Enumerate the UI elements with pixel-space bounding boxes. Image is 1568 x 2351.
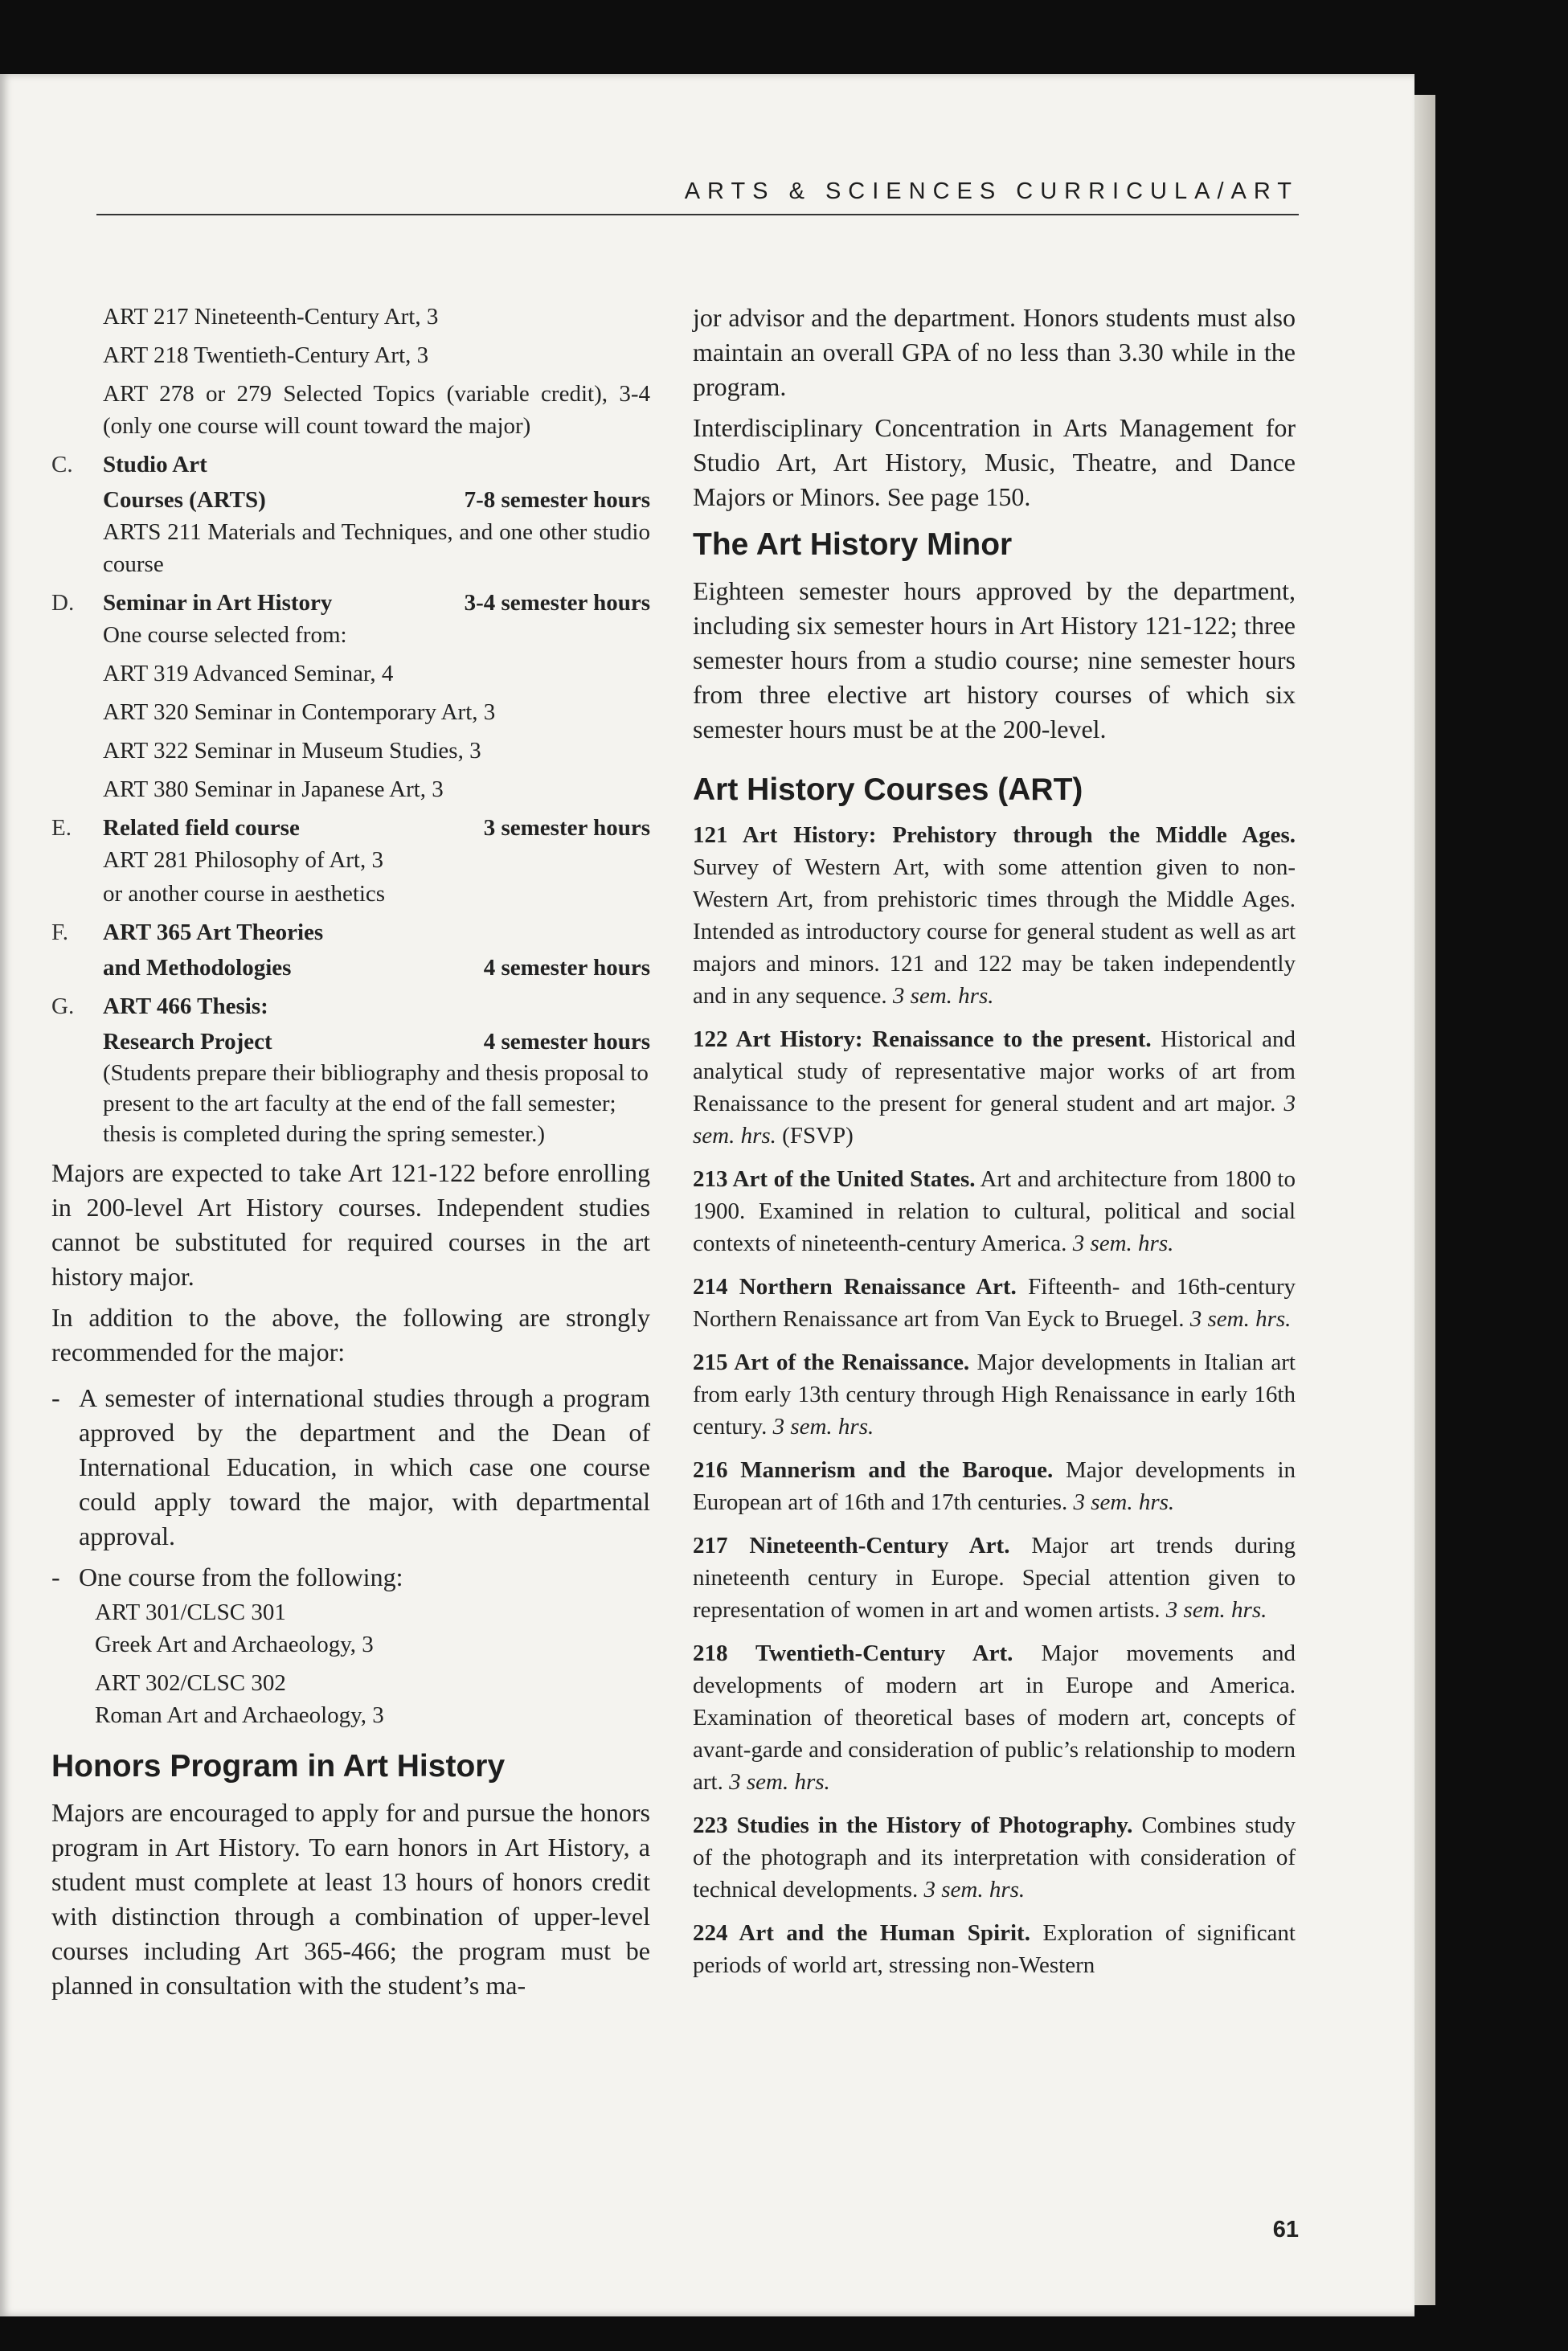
course-line: ART 322 Seminar in Museum Studies, 3 bbox=[103, 738, 481, 764]
course-title: 217 Nineteenth-Century Art. bbox=[693, 1533, 1010, 1558]
course-title: 121 Art History: Prehistory through the Middle Ages. bbox=[693, 822, 1296, 848]
bullet-text: A semester of international studies through a program approved by the department and the Dean of International Education, in which case one course could apply toward the major, with departmental approval. bbox=[79, 1383, 650, 1550]
course-credit: 3 sem. hrs. bbox=[1073, 1489, 1175, 1515]
section-letter: C. bbox=[51, 452, 73, 477]
course-credit: 3 sem. hrs. bbox=[772, 1414, 874, 1440]
interdisciplinary-text: Interdisciplinary Concentration in Arts Management for Studio Art, Art History, Music, Theatre, and Dance Majors or Minors. See page 150. bbox=[693, 413, 1296, 511]
recommend-intro: In addition to the above, the following are strongly recommended for the major: bbox=[51, 1303, 650, 1366]
course-description: Survey of Western Art, with some attention given to non-Western Art, from prehistoric times through the Middle Ages. Intended as introductory course for general student as well as art majors and minors. 121 and 122 may be taken independently and in any sequence. bbox=[693, 854, 1296, 1009]
course-title: 218 Twentieth-Century Art. bbox=[693, 1640, 1013, 1666]
section-letter: D. bbox=[51, 590, 75, 616]
section-body: ARTS 211 Materials and Techniques, and one other studio course bbox=[103, 519, 650, 577]
course-line: ART 380 Seminar in Japanese Art, 3 bbox=[103, 776, 444, 802]
course-description: Art and architecture from 1800 to 1900. Examined in relation to cultural, political and social contexts of nineteenth-century America. bbox=[693, 1166, 1296, 1256]
course-line: ART 301/CLSC 301 bbox=[95, 1599, 286, 1625]
section-hours: 3 semester hours bbox=[483, 815, 650, 841]
course-line: ART 302/CLSC 302 bbox=[95, 1670, 286, 1696]
course-credit: 3 sem. hrs. bbox=[1165, 1597, 1267, 1623]
course-title: 213 Art of the United States. bbox=[693, 1166, 976, 1192]
right-column bbox=[693, 301, 1296, 1993]
course-entry bbox=[693, 1809, 1296, 1906]
course-credit: 3 sem. hrs. bbox=[923, 1877, 1026, 1903]
course-line: Roman Art and Archaeology, 3 bbox=[95, 1702, 384, 1728]
section-title: Studio Art bbox=[103, 452, 207, 477]
section-title: and Methodologies bbox=[103, 955, 292, 981]
section-hours: 4 semester hours bbox=[483, 1029, 650, 1055]
course-line: ART 217 Nineteenth-Century Art, 3 bbox=[103, 304, 439, 330]
section-f bbox=[51, 916, 650, 984]
honors-heading: Honors Program in Art History bbox=[51, 1749, 506, 1784]
course-line: Greek Art and Archaeology, 3 bbox=[95, 1632, 374, 1657]
course-credit: 3 sem. hrs. bbox=[1072, 1231, 1174, 1256]
course-description: Combines study of the photograph and its interpretation with consideration of technical developments. bbox=[693, 1812, 1296, 1903]
bullet-item bbox=[51, 1381, 650, 1554]
section-intro: One course selected from: bbox=[103, 622, 347, 648]
course-description: Exploration of significant periods of world art, stressing non-Western bbox=[693, 1920, 1296, 1978]
section-hours: 4 semester hours bbox=[483, 955, 650, 981]
course-list bbox=[693, 819, 1296, 1981]
course-entry bbox=[693, 1530, 1296, 1626]
course-credit: 3 sem. hrs. bbox=[1189, 1306, 1292, 1332]
bullet-dash: - bbox=[51, 1383, 60, 1412]
majors-note: Majors are expected to take Art 121-122 before enrolling in 200-level Art History courses. Independent studies cannot be substituted for required courses in the art history major. bbox=[51, 1158, 650, 1291]
course-line: ART 281 Philosophy of Art, 3 bbox=[103, 847, 383, 873]
course-credit: 3 sem. hrs. bbox=[729, 1769, 830, 1795]
course-entry bbox=[693, 1637, 1296, 1798]
course-description: Fifteenth- and 16th-century Northern Renaissance art from Van Eyck to Bruegel. bbox=[693, 1274, 1296, 1332]
continued-text: jor advisor and the department. Honors students must also maintain an overall GPA of no less than 3.30 while in the program. bbox=[693, 303, 1296, 401]
section-title: ART 365 Art Theories bbox=[103, 920, 324, 945]
section-letter: F. bbox=[51, 920, 69, 945]
course-entry bbox=[693, 1023, 1296, 1152]
course-line: ART 218 Twentieth-Century Art, 3 bbox=[103, 342, 429, 368]
course-entry bbox=[693, 1271, 1296, 1335]
course-description: Historical and analytical study of representative major works of art from Renaissance to the present for general student and art major. bbox=[693, 1026, 1296, 1116]
course-description: Major art trends during nineteenth century in Europe. Special attention given to representation of women in art and women artists. bbox=[693, 1533, 1296, 1623]
honors-text: Majors are encouraged to apply for and pursue the honors program in Art History. To earn honors in Art History, a student must complete at least 13 hours of honors credit with distinction through a combination of upper-level courses including Art 365-466; the program must be planned in consultation with the student’s ma- bbox=[51, 1798, 650, 2000]
course-description: Major developments in Italian art from early 13th century through High Renaissance in early 16th century. bbox=[693, 1350, 1296, 1440]
course-title: 216 Mannerism and the Baroque. bbox=[693, 1457, 1054, 1483]
section-body: (Students prepare their bibliography and thesis proposal to present to the art faculty at the end of the fall semester; thesis is completed during the spring semester.) bbox=[103, 1060, 649, 1147]
minor-heading: The Art History Minor bbox=[693, 527, 1013, 562]
section-title: Research Project bbox=[103, 1029, 272, 1055]
running-header: ARTS & SCIENCES CURRICULA/ART bbox=[684, 178, 1299, 204]
course-entry bbox=[693, 1917, 1296, 1981]
course-line: ART 278 or 279 Selected Topics (variable credit), 3-4 (only one course will count toward the major) bbox=[103, 381, 650, 439]
course-title: 223 Studies in the History of Photography. bbox=[693, 1812, 1133, 1838]
header-rule bbox=[96, 214, 1299, 215]
course-line: ART 320 Seminar in Contemporary Art, 3 bbox=[103, 699, 496, 725]
course-description: Major movements and developments of modern art in Europe and America. Examination of theoretical bases of modern art, concepts of avant-garde and consideration of public’s relationship to modern art. bbox=[693, 1640, 1296, 1795]
course-credit: 3 sem. hrs. bbox=[892, 983, 994, 1009]
course-title: 122 Art History: Renaissance to the present. bbox=[693, 1026, 1152, 1052]
minor-text: Eighteen semester hours approved by the department, including six semester hours in Art History 121-122; three semester hours from a studio course; nine semester hours from three elective art history courses of which six semester hours must be at the 200-level. bbox=[693, 576, 1296, 743]
course-title: 224 Art and the Human Spirit. bbox=[693, 1920, 1030, 1946]
course-credit: 3 sem. hrs. bbox=[693, 1091, 1296, 1149]
course-entry bbox=[693, 1454, 1296, 1518]
bullet-item bbox=[51, 1560, 650, 1595]
page-edge bbox=[1414, 95, 1435, 2305]
section-d bbox=[51, 587, 650, 805]
section-title: Related field course bbox=[103, 815, 300, 841]
bullet-dash: - bbox=[51, 1563, 60, 1591]
bullet-text: One course from the following: bbox=[79, 1563, 403, 1591]
courses-heading: Art History Courses (ART) bbox=[693, 772, 1083, 807]
course-description: Major developments in European art of 16th and 17th centuries. bbox=[693, 1457, 1296, 1515]
section-body: or another course in aesthetics bbox=[103, 881, 386, 907]
course-title: 214 Northern Renaissance Art. bbox=[693, 1274, 1017, 1300]
course-line: ART 319 Advanced Seminar, 4 bbox=[103, 661, 394, 686]
course-designation: (FSVP) bbox=[782, 1123, 854, 1149]
section-g bbox=[51, 990, 650, 1149]
course-title: 215 Art of the Renaissance. bbox=[693, 1350, 970, 1375]
page-number: 61 bbox=[1272, 2217, 1299, 2242]
section-letter: E. bbox=[51, 815, 72, 841]
course-entry bbox=[693, 1346, 1296, 1443]
section-title: Seminar in Art History bbox=[103, 590, 333, 616]
section-title: ART 466 Thesis: bbox=[103, 993, 268, 1019]
section-e bbox=[51, 812, 650, 910]
section-title: Courses (ARTS) bbox=[103, 487, 266, 513]
section-hours: 7-8 semester hours bbox=[464, 487, 650, 513]
course-entry bbox=[693, 1163, 1296, 1259]
section-hours: 3-4 semester hours bbox=[464, 590, 650, 616]
section-c bbox=[51, 448, 650, 580]
section-letter: G. bbox=[51, 993, 75, 1019]
course-entry bbox=[693, 819, 1296, 1012]
left-column bbox=[51, 301, 650, 2009]
